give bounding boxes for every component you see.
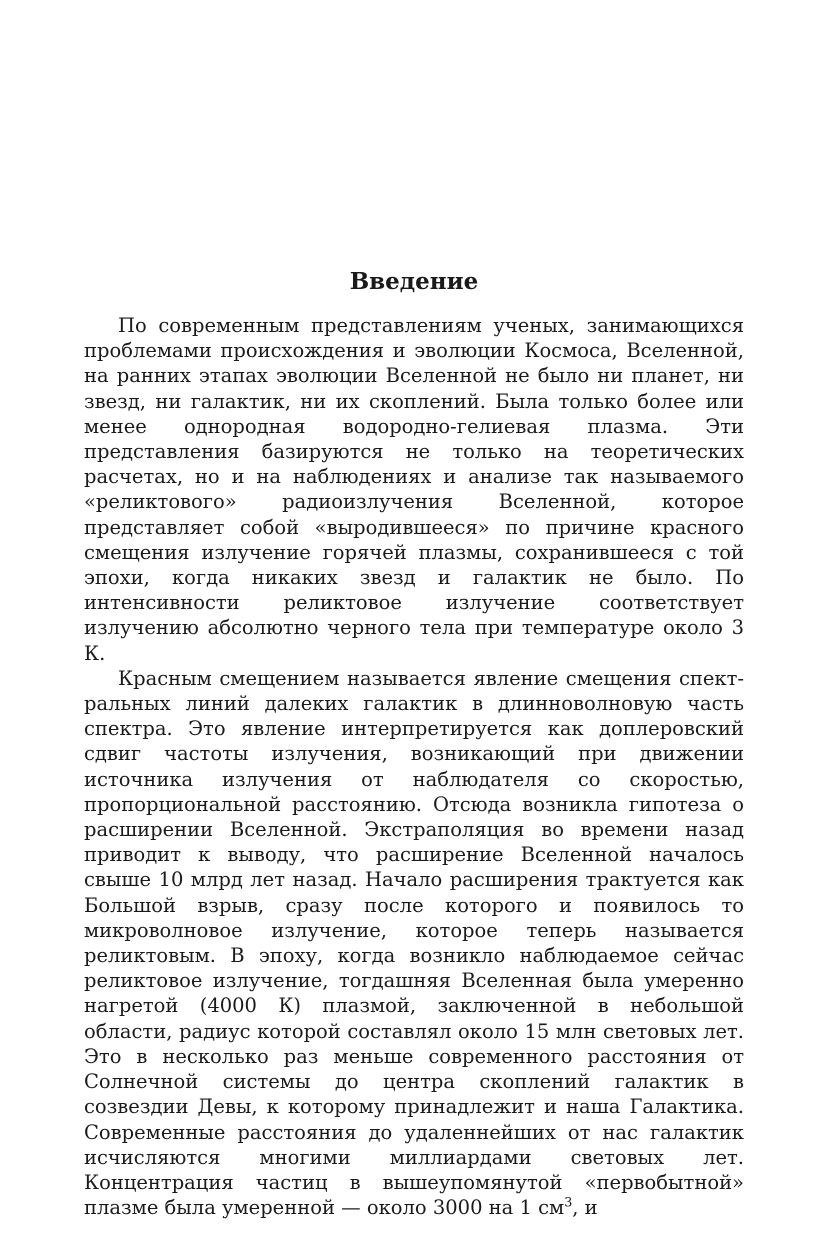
superscript: 3 bbox=[564, 1194, 573, 1210]
section-heading: Введение bbox=[349, 268, 479, 295]
paragraph-text: По современным представлениям ученых, занимающихся проблемами происхождения и эволюции Космоса, Вселенной, на ранних этапах эволюции Вселенной не было ни планет, ни звезд, ни галактик, ни их скоплений. Была только более или менее однородная водородно-гелиевая плазма. Эти представления базируются не только на теоретических расчетах, но и на наблюдениях и анализе так называемого «реликтового» радиоизлучения Вселенной, которое представляет собой «выродившееся» по причине красного смещения излучение горячей плазмы, сохранившееся с той эпохи, когда никаких звезд и галактик не было. По интенсивности реликтовое излучение соответствует излучению абсолютно черного тела при температуре около 3 К. bbox=[84, 314, 744, 665]
trailing-text: , и bbox=[572, 1196, 598, 1220]
body-text bbox=[84, 313, 744, 1220]
paragraph bbox=[84, 313, 744, 666]
paragraph-text: Красным смещением называется явление смещения спектральных линий далеких галактик в длинноволновую часть спектра. Это явление интерпретируется как доплеровский сдвиг частоты излучения, возникающий при движении источника излучения от наблюдателя со скоростью, пропорциональной расстоянию. Отсюда возникла гипотеза о расширении Вселенной. Экстраполяция во времени назад приводит к выводу, что расширение Вселенной началось свыше 10 млрд лет назад. Начало расширения трактуется как Большой взрыв, сразу после которого и появилось то микроволновое излучение, которое теперь называется реликтовым. В эпоху, когда возникло наблюдаемое сейчас реликтовое излучение, тогдашняя Вселенная была умеренно нагретой (4000 К) плазмой, заключенной в небольшой области, радиус которой составлял около 15 млн световых лет. Это в несколько раз меньше современного расстояния от Солнечной системы до центра скоплений галактик в созвездии Девы, к которому принадлежит и наша Галактика. Современные расстояния до удаленнейших от нас галактик исчисляются многими миллиардами световых лет. Концентрация частиц в вышеупомянутой «первобытной» плазме была умеренной — около 3000 на 1 см bbox=[84, 666, 744, 1220]
paragraph bbox=[84, 666, 744, 1220]
